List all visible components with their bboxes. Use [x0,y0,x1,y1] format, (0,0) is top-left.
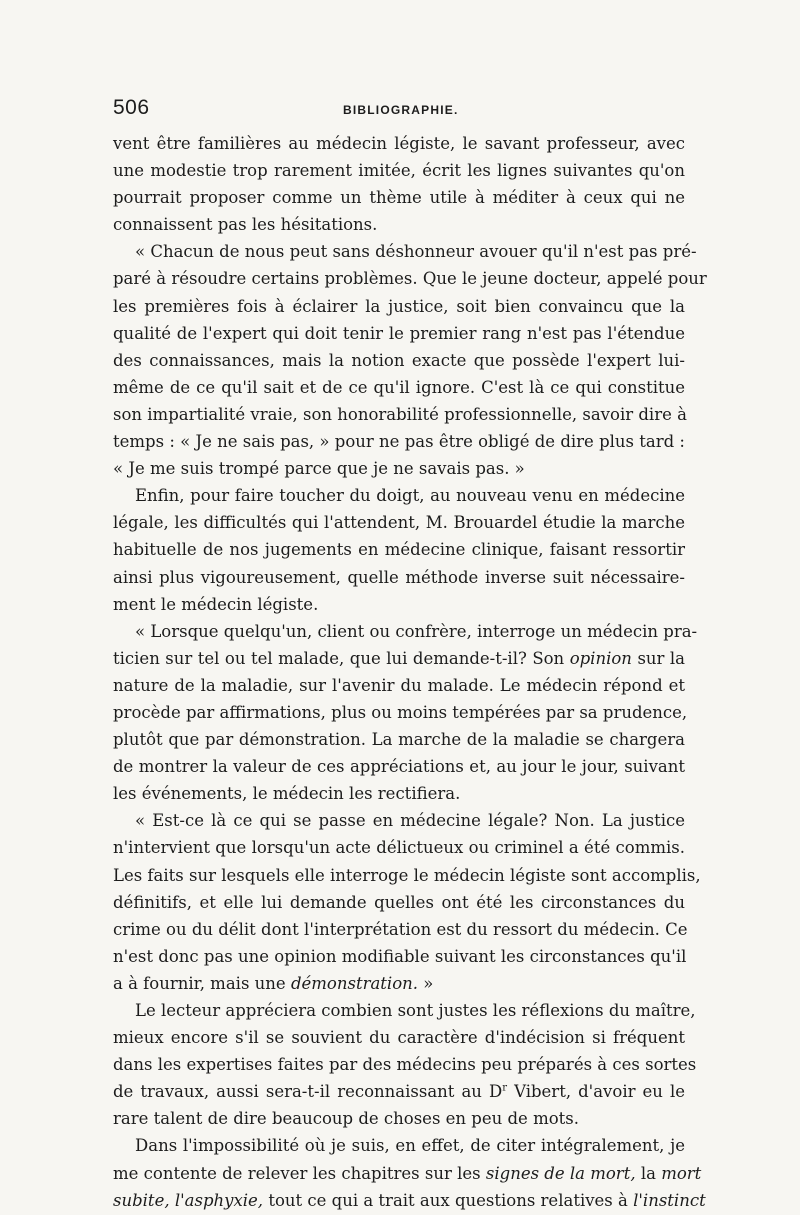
italic-run: opinion [569,648,632,668]
text-line: ainsi plus vigoureusement, quelle méthode inverse suit nécessaire- [113,567,685,587]
text-line: nature de la maladie, sur l'avenir du malade. Le médecin répond et [113,675,685,695]
text-line: les événements, le médecin les rectifiera. [113,784,461,804]
text-line: Les faits sur lesquels elle interroge le médecin légiste sont accomplis, [113,865,701,885]
text-line: vent être familières au médecin légiste, le savant professeur, avec [113,134,685,153]
text-line: définitifs, et elle lui demande quelles ont été les circonstances du [113,892,685,912]
text-line: Enfin, pour faire toucher du doigt, au nouveau venu en médecine [135,486,685,506]
text-line: des connaissances, mais la notion exacte que possède l'expert lui- [113,350,685,370]
text-line: « Lorsque quelqu'un, client ou confrère, interroge un médecin pra- [135,621,698,641]
text-line: « Est-ce là ce qui se passe en médecine légale? Non. La justice [135,811,685,831]
italic-run: mort [661,1163,702,1183]
text-run: ticien sur tel ou tel malade, que lui demande-t-il? Son [113,648,565,668]
text-line [113,1187,706,1214]
italic-run: subite, [113,1190,170,1210]
text-run: » [423,973,434,993]
italic-run: démonstration. [290,973,419,993]
text-run: a à fournir, mais une [113,973,286,993]
text-line: temps : « Je ne sais pas, » pour ne pas être obligé de dire plus tard : [113,432,685,452]
text-line: Dans l'impossibilité où je suis, en effet, de citer intégralement, je [135,1136,685,1156]
text-line: plutôt que par démonstration. La marche de la maladie se chargera [113,730,685,750]
text-line: « Chacun de nous peut sans déshonneur avouer qu'il n'est pas pré- [135,242,697,262]
text-line [113,645,685,672]
body-text [113,130,707,1214]
text-line: connaissent pas les hésitations. [113,215,378,235]
text-line: procède par affirmations, plus ou moins tempérées par sa prudence, [113,702,688,722]
text-line: mieux encore s'il se souvient du caractère d'indécision si fréquent [113,1028,685,1048]
text-line [113,1078,685,1105]
running-head: BIBLIOGRAPHIE. [343,103,459,117]
text-run: me contente de relever les chapitres sur les [113,1163,481,1183]
page-number: 506 [113,96,150,119]
text-line: pourrait proposer comme un thème utile à méditer à ceux qui ne [113,188,685,208]
page-header [113,96,693,126]
text-line: légale, les difficultés qui l'attendent, M. Brouardel étudie la marche [113,513,685,533]
text-run: Vibert, d'avoir eu le [514,1082,686,1102]
text-line: Le lecteur appréciera combien sont justes les réflexions du maître, [135,1001,696,1020]
text-line: habituelle de nos jugements en médecine clinique, faisant ressortir [113,540,685,560]
text-run: sur la [637,648,686,668]
text-run: tout ce qui a trait aux questions relatives à [268,1190,628,1210]
text-line [113,1160,702,1187]
text-line: crime ou du délit dont l'interprétation est du ressort du médecin. Ce [113,919,688,939]
text-line: une modestie trop rarement imitée, écrit les lignes suivantes qu'on [113,161,685,181]
text-line: paré à résoudre certains problèmes. Que le jeune docteur, appelé pour [113,269,707,289]
text-line: de montrer la valeur de ces appréciations et, au jour le jour, suivant [113,757,685,777]
text-line: son impartialité vraie, son honorabilité professionnelle, savoir dire à [113,404,687,424]
italic-run: l'instinct [633,1190,706,1210]
text-line: ment le médecin légiste. [113,594,319,614]
italic-run: l'asphyxie, [174,1190,264,1210]
text-line: rare talent de dire beaucoup de choses en peu de mots. [113,1109,579,1129]
superscript: r [502,1082,508,1094]
text-line: n'est donc pas une opinion modifiable suivant les circonstances qu'il [113,946,687,966]
text-line: qualité de l'expert qui doit tenir le premier rang n'est pas l'étendue [113,323,685,343]
text-line: n'intervient que lorsqu'un acte délictueux ou criminel a été commis. [113,838,685,858]
text-line [113,970,685,997]
text-run: la [640,1163,656,1183]
text-line: « Je me suis trompé parce que je ne savais pas. » [113,459,525,479]
text-line: les premières fois à éclairer la justice, soit bien convaincu que la [113,296,685,316]
text-line: même de ce qu'il sait et de ce qu'il ignore. C'est là ce qui constitue [113,377,685,397]
italic-run: signes de la mort, [485,1163,636,1183]
text-run: de travaux, aussi sera-t-il reconnaissant au D [113,1082,503,1102]
text-line: dans les expertises faites par des médecins peu préparés à ces sortes [113,1055,697,1075]
